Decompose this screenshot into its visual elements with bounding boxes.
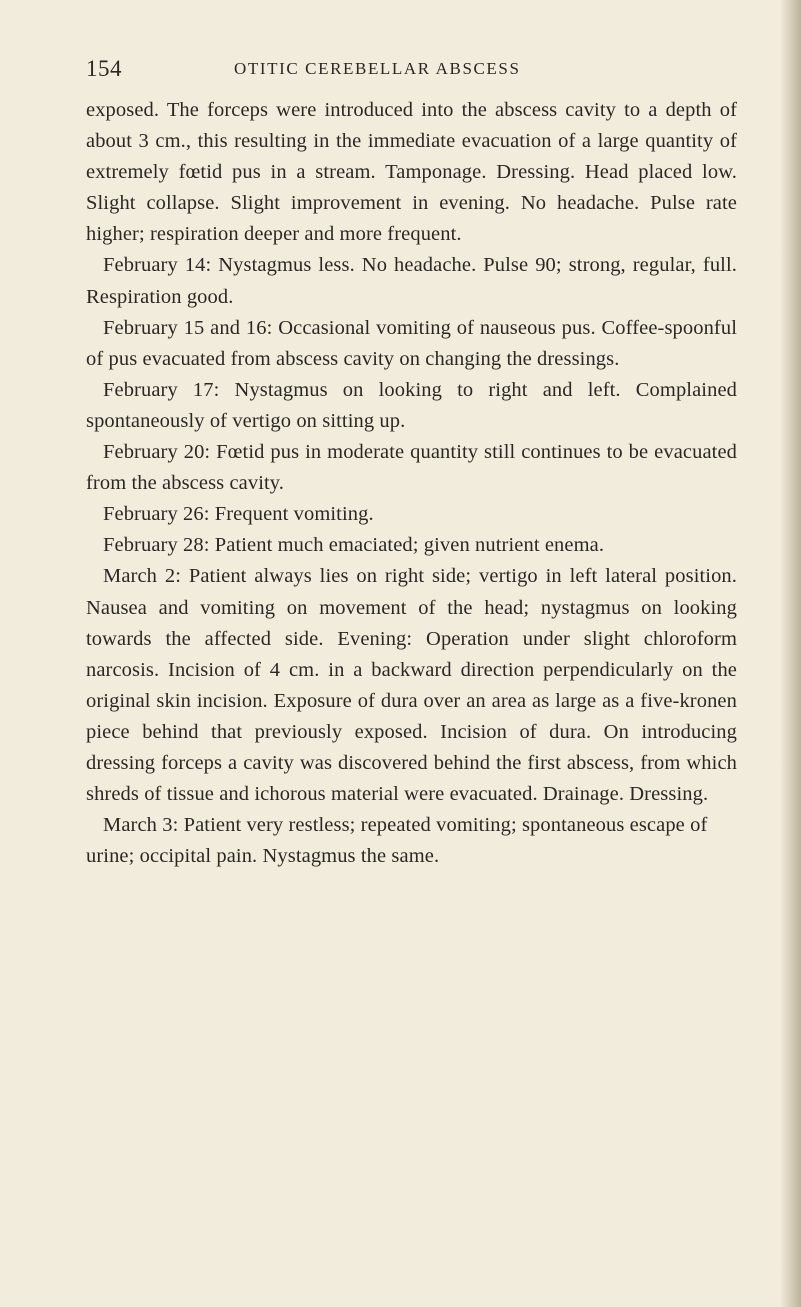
page-edge-shadow [781, 0, 801, 1307]
page-number: 154 [86, 56, 122, 81]
paragraph-feb-15-16: February 15 and 16: Occasional vomiting of nauseous pus. Coffee-spoonful of pus evacuated from abscess cavity on changing the dressings. [86, 316, 737, 370]
paragraph-feb-20: February 20: Fœtid pus in moderate quantity still continues to be evacuated from the abscess cavity. [86, 441, 737, 495]
paragraph-feb-26: February 26: Frequent vomiting. [103, 503, 374, 526]
paragraph-feb-14: February 14: Nystagmus less. No headache. Pulse 90; strong, regular, full. Respiration good. [86, 254, 737, 308]
paragraph-mar-2: March 2: Patient always lies on right side; vertigo in left lateral position. Nausea and vomiting on movement of the head; nystagmus on looking towards the affected side. Evening: Operation under slight chloroform narcosis. Incision of 4 cm. in a backward direction perpendicularly on the original skin incision. Exposure of dura over an area as large as a five-kronen piece behind that previously exposed. Incision of dura. On introducing dressing forceps a cavity was discovered behind the first abscess, from which shreds of tissue and ichorous material were evacuated. Drainage. Dressing. [86, 565, 737, 806]
paragraph-feb-17: February 17: Nystagmus on looking to right and left. Complained spontaneously of vertigo on sitting up. [86, 378, 737, 432]
page-header [86, 56, 726, 86]
paragraph-feb-28: February 28: Patient much emaciated; given nutrient enema. [103, 534, 605, 557]
running-head: OTITIC CEREBELLAR ABSCESS [234, 59, 521, 78]
paragraph-mar-3: March 3: Patient very restless; repeated vomiting; spontaneous escape of urine; occipital pain. Nystagmus the same. [86, 814, 708, 868]
body-text [86, 95, 737, 872]
paragraph-continued: exposed. The forceps were introduced into the abscess cavity to a depth of about 3 cm., this resulting in the immediate evacuation of a large quantity of extremely fœtid pus in a stream. Tamponage. Dressing. Head placed low. Slight collapse. Slight improvement in evening. No headache. Pulse rate higher; respiration deeper and more frequent. [86, 99, 737, 246]
